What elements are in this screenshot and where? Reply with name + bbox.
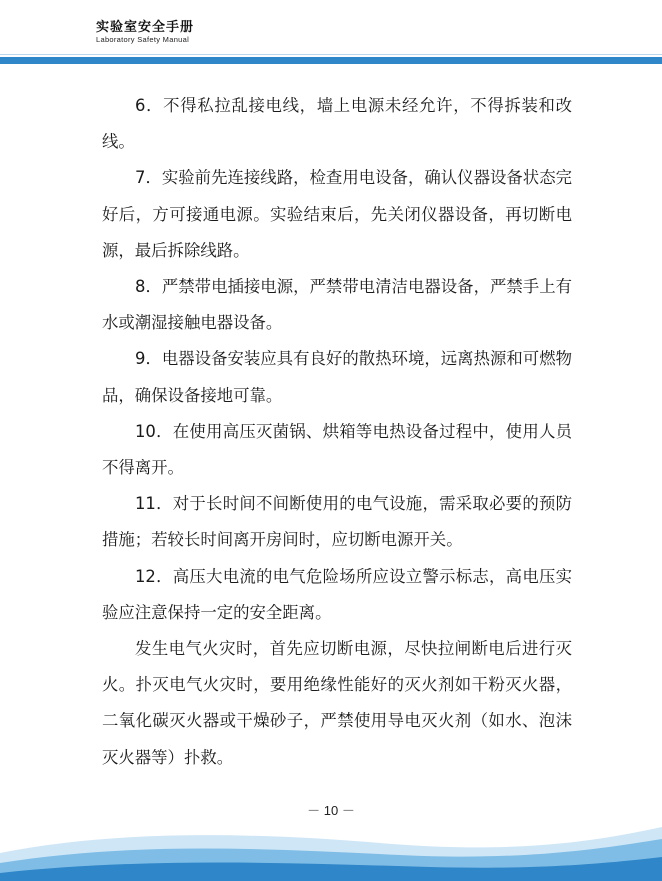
- page-body: [102, 88, 572, 776]
- header-divider-thin: [0, 54, 662, 55]
- header-divider-bar: [0, 57, 662, 64]
- paragraph-item-9: 9．电器设备安装应具有良好的散热环境，远离热源和可燃物品，确保设备接地可靠。: [102, 349, 572, 405]
- paragraph-item-7: 7．实验前先连接线路，检查用电设备，确认仪器设备状态完好后，方可接通电源。实验结束后，先关闭仪器设备，再切断电源，最后拆除线路。: [102, 168, 572, 260]
- paragraph-electrical-fire: 发生电气火灾时，首先应切断电源，尽快拉闸断电后进行灭火。扑灭电气火灾时，要用绝缘性能好的灭火剂如干粉灭火器，二氧化碳灭火器或干燥砂子，严禁使用导电灭火剂（如水、泡沫灭火器等）扑救。: [102, 639, 572, 767]
- page-number: － 10 －: [307, 803, 355, 818]
- manual-subtitle: Laboratory Safety Manual: [96, 35, 190, 44]
- paragraph-item-11: 11．对于长时间不间断使用的电气设施，需采取必要的预防措施；若较长时间离开房间时，应切断电源开关。: [102, 494, 572, 550]
- page-header: [0, 0, 662, 64]
- paragraph-item-10: 10．在使用高压灭菌锅、烘箱等电热设备过程中，使用人员不得离开。: [102, 421, 572, 478]
- paragraph-item-12: 12．高压大电流的电气危险场所应设立警示标志，高电压实验应注意保持一定的安全距离。: [102, 566, 572, 622]
- paragraph-item-8: 8．严禁带电插接电源，严禁带电清洁电器设备，严禁手上有水或潮湿接触电器设备。: [102, 277, 572, 333]
- paragraph-item-6: 6．不得私拉乱接电线，墙上电源未经允许，不得拆装和改线。: [102, 96, 572, 152]
- manual-title: 实验室安全手册: [96, 20, 195, 35]
- footer-wave-decoration: [0, 819, 662, 881]
